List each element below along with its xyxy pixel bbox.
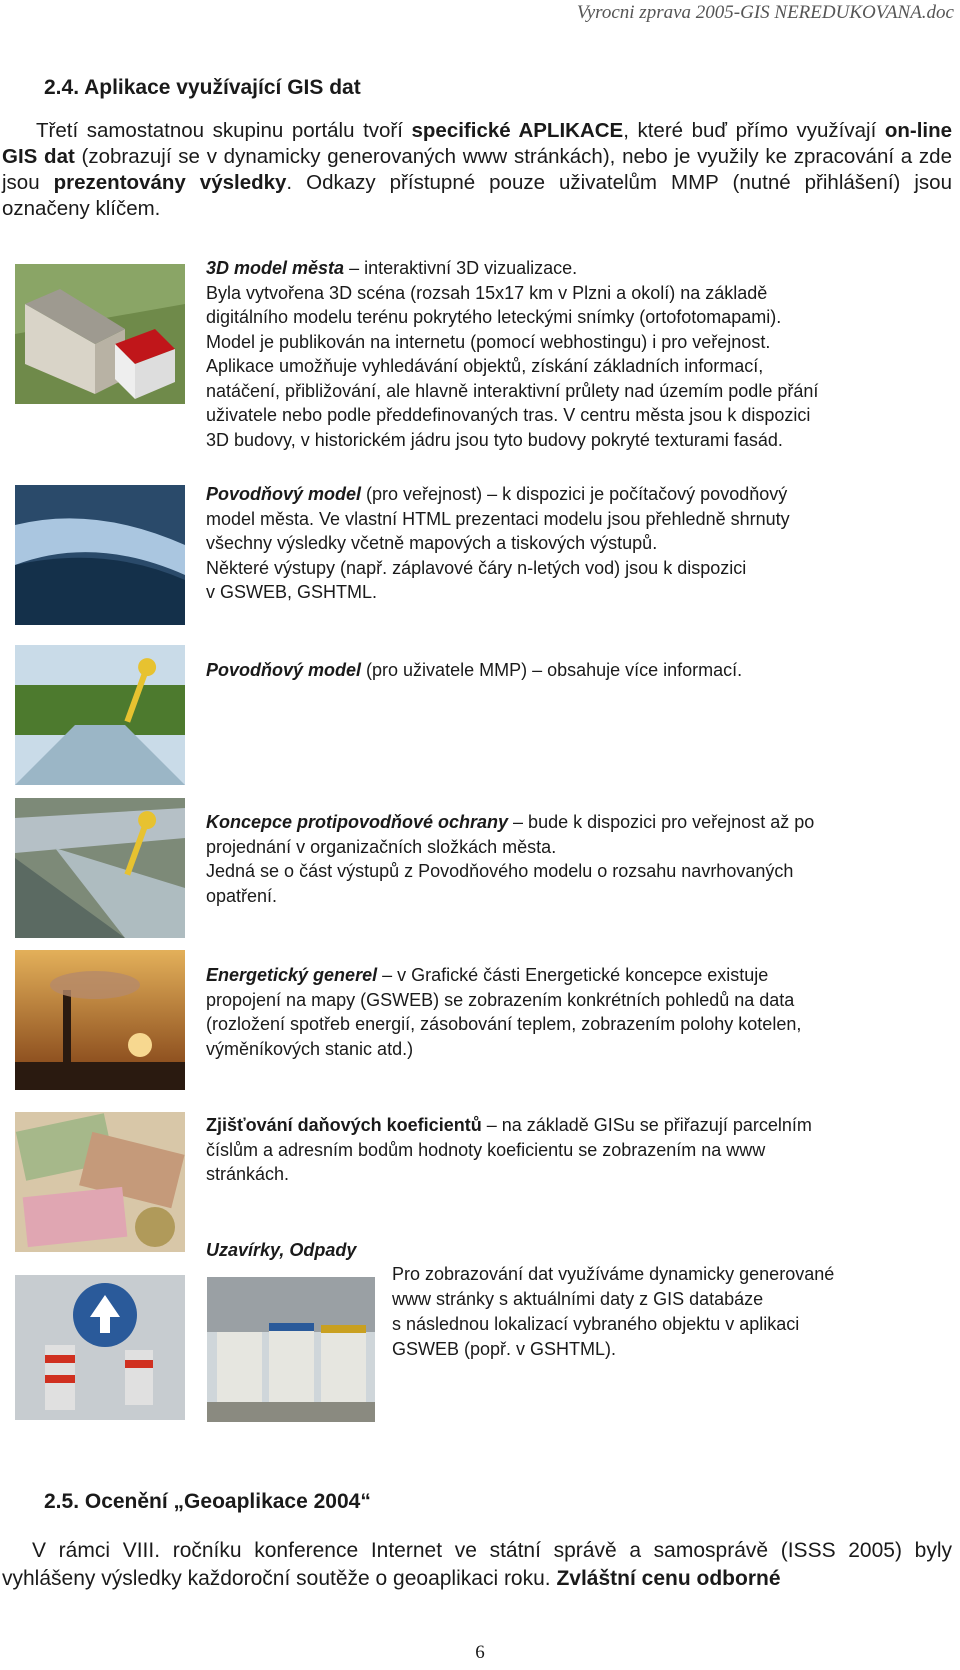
item-3d-model bbox=[206, 256, 946, 452]
item-line: v GSWEB, GSHTML. bbox=[206, 582, 378, 602]
item-line: Byla vytvořena 3D scéna (rozsah 15x17 km v Plzni a okolí) na základě bbox=[206, 282, 768, 303]
energy-image bbox=[15, 950, 185, 1090]
section25-text: V rámci VIII. ročníku konference Internet ve státní správě a samosprávě (ISSS 2005) byly vyhlášeny výsledky každoroční soutěže o geoaplikaci roku. bbox=[2, 1539, 952, 1590]
item-line: (rozložení spotřeb energií, zásobování teplem, zobrazením polohy kotelen, bbox=[206, 1014, 802, 1034]
3d-model-image bbox=[15, 264, 185, 404]
intro-text-3: (zobrazují se v dynamicky generovaných www stránkách), nebo je využily ke zpracování a zde jsou bbox=[2, 145, 952, 194]
item-title: 3D model města bbox=[206, 258, 345, 278]
item-line: všechny výsledky včetně mapových a tiskových výstupů. bbox=[206, 533, 658, 553]
item-line: model města. Ve vlastní HTML prezentaci modelu jsou přehledně shrnuty bbox=[206, 508, 790, 529]
flood-protection-image bbox=[15, 798, 185, 938]
section25-bold: Zvláštní cenu odborné bbox=[556, 1567, 781, 1590]
item-closures bbox=[206, 1238, 946, 1263]
intro-text-2: , které buď přímo využívají bbox=[623, 119, 885, 142]
item-line: uživatele nebo podle předdefinovaných tras. V centru města jsou k dispozici bbox=[206, 405, 811, 425]
page-number: 6 bbox=[475, 1642, 485, 1663]
item-title: Energetický generel bbox=[206, 965, 378, 985]
section-heading-2-5: 2.5. Ocenění „Geoaplikace 2004“ bbox=[44, 1490, 371, 1513]
item-text: – v Grafické části Energetické koncepce existuje bbox=[377, 965, 769, 985]
tax-coefficients-image bbox=[15, 1112, 185, 1252]
item-flood-mmp bbox=[206, 658, 946, 683]
intro-bold-1: specifické APLIKACE bbox=[411, 119, 624, 142]
road-closures-image bbox=[15, 1275, 185, 1420]
intro-text-1: Třetí samostatnou skupinu portálu tvoří bbox=[36, 119, 412, 142]
item-line: stránkách. bbox=[206, 1164, 290, 1184]
item-tax bbox=[206, 1113, 946, 1187]
item-title: Koncepce protipovodňové ochrany bbox=[206, 812, 509, 832]
item-line: výměníkových stanic atd.) bbox=[206, 1038, 414, 1059]
item-title: Povodňový model bbox=[206, 484, 362, 504]
item-line: Model je publikován na internetu (pomocí webhostingu) i pro veřejnost. bbox=[206, 331, 771, 352]
item-line: projednání v organizačních složkách města. bbox=[206, 836, 557, 857]
closures-description bbox=[392, 1262, 952, 1362]
flood-model-mmp-image bbox=[15, 645, 185, 785]
item-line: Jedná se o část výstupů z Povodňového modelu o rozsahu navrhovaných bbox=[206, 861, 794, 881]
section-heading-2-4: 2.4. Aplikace využívající GIS dat bbox=[44, 76, 361, 99]
item-line: natáčení, přibližování, ale hlavně interaktivní průlety nad územím podle přání bbox=[206, 380, 819, 401]
item-flood-protection bbox=[206, 810, 946, 908]
document-filename: Vyrocni zprava 2005-GIS NEREDUKOVANA.doc bbox=[576, 2, 954, 23]
item-line: 3D budovy, v historickém jádru jsou tyto budovy pokryté texturami fasád. bbox=[206, 429, 783, 450]
tail-line: s následnou lokalizací vybraného objektu v aplikaci bbox=[392, 1314, 800, 1334]
item-line: propojení na mapy (GSWEB) se zobrazením konkrétních pohledů na data bbox=[206, 989, 795, 1010]
flood-model-image bbox=[15, 485, 185, 625]
waste-bins-image bbox=[207, 1277, 375, 1422]
item-text: (pro uživatele MMP) – obsahuje více informací. bbox=[361, 660, 743, 680]
item-line: opatření. bbox=[206, 885, 278, 906]
item-title: Zjišťování daňových koeficientů bbox=[206, 1115, 482, 1135]
item-line: digitálního modelu terénu pokrytého leteckými snímky (ortofotomapami). bbox=[206, 307, 782, 327]
item-text: – interaktivní 3D vizualizace. bbox=[344, 258, 578, 278]
section25-paragraph bbox=[2, 1537, 952, 1593]
intro-bold-3: prezentovány výsledky bbox=[53, 171, 287, 194]
item-title: Uzavírky, Odpady bbox=[206, 1240, 357, 1260]
item-flood-public bbox=[206, 482, 946, 605]
item-line: číslům a adresním bodům hodnoty koeficientu se zobrazením na www bbox=[206, 1139, 766, 1160]
item-text: – na základě GISu se přiřazují parcelním bbox=[481, 1115, 812, 1135]
tail-line: www stránky s aktuálními daty z GIS databáze bbox=[392, 1289, 764, 1309]
item-line: Aplikace umožňuje vyhledávání objektů, získání základních informací, bbox=[206, 356, 764, 376]
intro-paragraph bbox=[2, 118, 952, 222]
tail-line: GSWEB (popř. v GSHTML). bbox=[392, 1339, 617, 1359]
item-title: Povodňový model bbox=[206, 660, 362, 680]
item-text: (pro veřejnost) – k dispozici je počítačový povodňový bbox=[361, 484, 788, 504]
tail-line: Pro zobrazování dat využíváme dynamicky generované bbox=[392, 1264, 835, 1284]
item-text: – bude k dispozici pro veřejnost až po bbox=[508, 812, 815, 832]
item-line: Některé výstupy (např. záplavové čáry n-letých vod) jsou k dispozici bbox=[206, 557, 747, 578]
intro-text-4: . Odkazy přístupné pouze uživatelům MMP (nutné přihlášení) jsou označeny klíčem. bbox=[2, 171, 952, 220]
item-energy bbox=[206, 963, 946, 1061]
intro-bold-2: on-line GIS dat bbox=[2, 119, 953, 168]
